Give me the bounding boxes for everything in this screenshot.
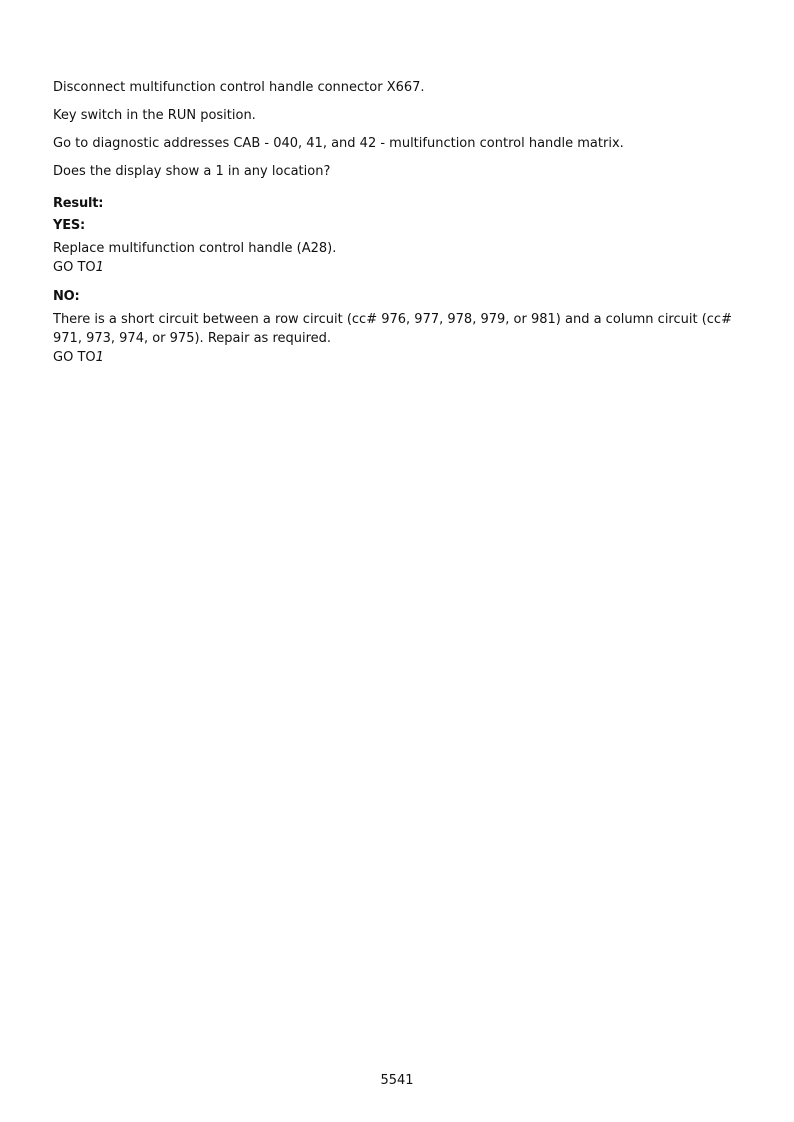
step-question: Does the display show a 1 in any location? [53, 164, 331, 179]
no-goto-link[interactable]: 1 [95, 350, 104, 365]
no-text: There is a short circuit between a row circuit (cc# 976, 977, 978, 979, or 981) and a column circuit (cc# 971, 973, 974, or 975). Repair as required. [53, 312, 732, 346]
yes-text: Replace multifunction control handle (A28). [53, 241, 337, 256]
step-disconnect-connector: Disconnect multifunction control handle connector X667. [53, 80, 425, 95]
step-key-switch: Key switch in the RUN position. [53, 108, 256, 123]
yes-goto-label: GO TO [53, 260, 96, 275]
yes-goto-link[interactable]: 1 [95, 260, 104, 275]
result-yes-section [53, 216, 743, 277]
page-number: 5541 [380, 1073, 414, 1088]
yes-goto-line [53, 258, 743, 277]
no-goto-label: GO TO [53, 350, 96, 365]
no-label: NO: [53, 289, 80, 304]
result-heading: Result: [53, 196, 104, 211]
no-goto-line [53, 348, 743, 367]
result-no-section [53, 287, 743, 367]
yes-label: YES: [53, 218, 86, 233]
step-diagnostic-addresses: Go to diagnostic addresses CAB - 040, 41, and 42 - multifunction control handle matrix. [53, 136, 624, 151]
procedure-content [53, 78, 743, 377]
